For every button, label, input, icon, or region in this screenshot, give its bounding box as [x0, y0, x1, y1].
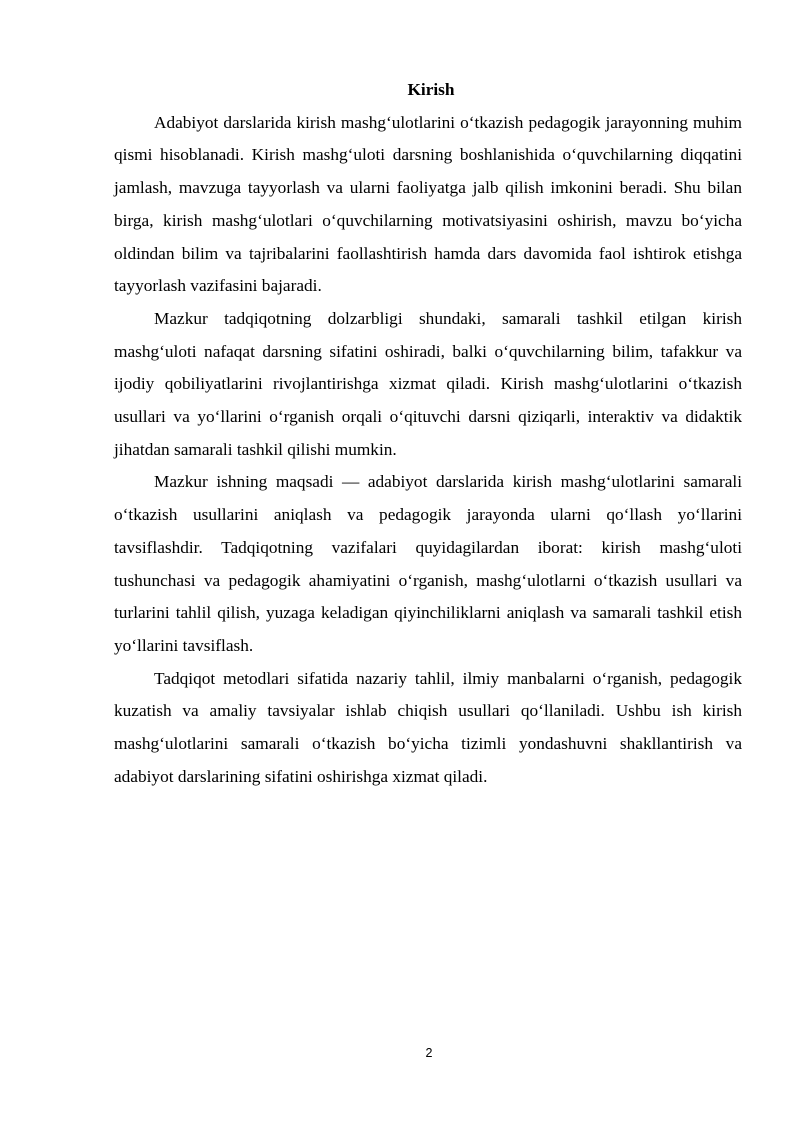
page-content: [114, 74, 742, 793]
page-number: 2: [425, 1046, 433, 1060]
paragraph-methods: Tadqiqot metodlari sifatida nazariy tahlil, ilmiy manbalarni o‘rganish, pedagogik kuzatish va amaliy tavsiyalar ishlab chiqish usullari qo‘llaniladi. Ushbu ish kirish mashg‘ulotlarini samarali o‘tkazish bo‘yicha tizimli yondashuvni shakllantirish va adabiyot darslarining sifatini oshirishga xizmat qiladi.: [114, 668, 742, 786]
section-title: Kirish: [407, 80, 455, 99]
paragraph-goal: Mazkur ishning maqsadi — adabiyot darslarida kirish mashg‘ulotlarini samarali o‘tkazish usullarini aniqlash va pedagogik jarayonda ularni qo‘llash yo‘llarini tavsiflashdir. Tadqiqotning vazifalari quyidagilardan iborat: kirish mashg‘uloti tushunchasi va pedagogik ahamiyatini o‘rganish, mashg‘ulotlarni o‘tkazish usullari va turlarini tahlil qilish, yuzaga keladigan qiyinchiliklarni aniqlash va samarali tashkil etish yo‘llarini tavsiflash.: [114, 472, 742, 655]
paragraph-relevance: Mazkur tadqiqotning dolzarbligi shundaki, samarali tashkil etilgan kirish mashg‘uloti nafaqat darsning sifatini oshiradi, balki o‘quvchilarning bilim, tafakkur va ijodiy qobiliyatlarini rivojlantirishga xizmat qiladi. Kirish mashg‘ulotlarini o‘tkazish usullari va yo‘llarini o‘rganish orqali o‘qituvchi darsni qiziqarli, interaktiv va didaktik jihatdan samarali tashkil qilishi mumkin.: [114, 308, 742, 459]
paragraph-intro: Adabiyot darslarida kirish mashg‘ulotlarini o‘tkazish pedagogik jarayonning muhim qismi hisoblanadi. Kirish mashg‘uloti darsning boshlanishida o‘quvchilarning diqqatini jamlash, mavzuga tayyorlash va ularni faoliyatga jalb qilish imkonini beradi. Shu bilan birga, kirish mashg‘ulotlari o‘quvchilarning motivatsiyasini oshirish, mavzu bo‘yicha oldindan bilim va tajribalarini faollashtirish hamda dars davomida faol ishtirok etishga tayyorlash vazifasini bajaradi.: [114, 112, 742, 296]
